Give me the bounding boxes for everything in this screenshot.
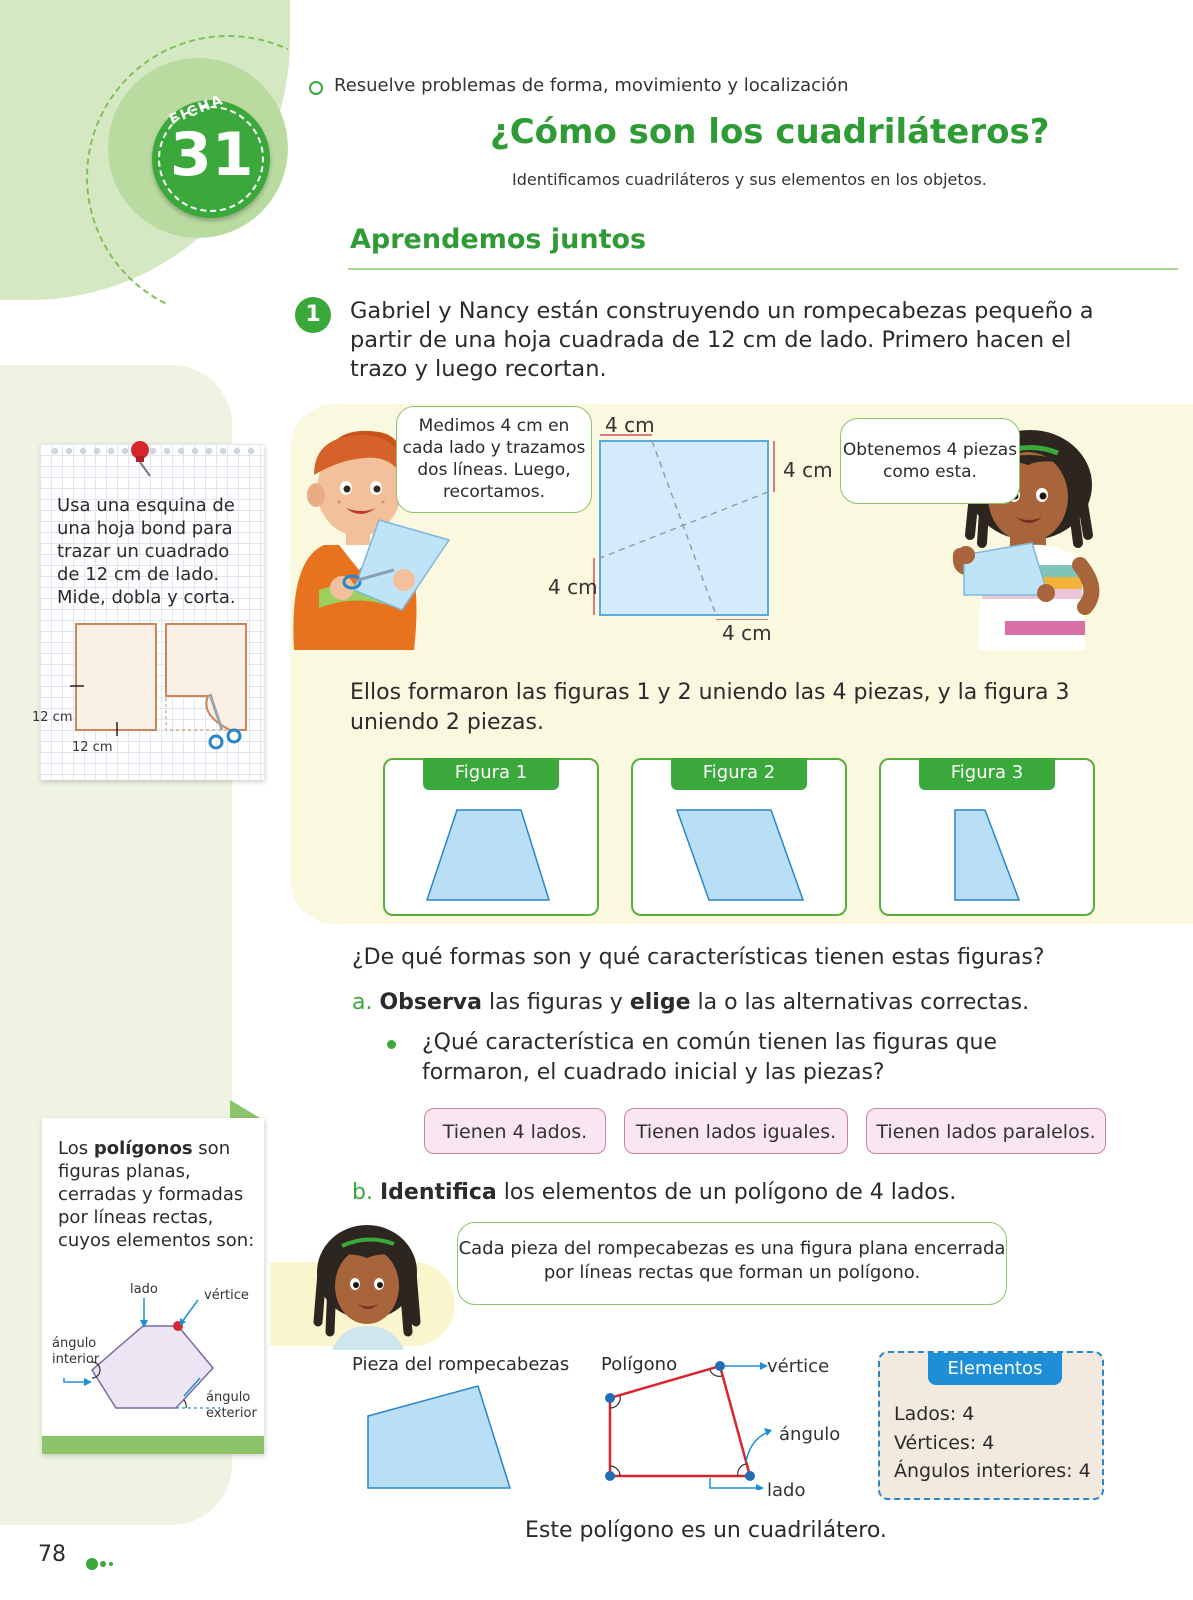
part-a-instruction	[352, 990, 1029, 1015]
part-a-text-2: la o las alternativas correctas.	[690, 990, 1030, 1015]
polygon-diagram	[600, 1350, 780, 1490]
elements-vertices-value: 4	[976, 1432, 995, 1454]
ficha-number: 31	[170, 120, 254, 190]
part-b-verb-identifica: Identifica	[379, 1180, 497, 1205]
speech-bubble-boy: Medimos 4 cm en cada lado y trazamos dos líneas. Luego, recortamos.	[396, 406, 592, 513]
elements-vertices-label: Vértices:	[894, 1432, 977, 1454]
square-label-bottom: 4 cm	[722, 621, 772, 645]
option-four-sides[interactable]: Tienen 4 lados.	[424, 1108, 606, 1154]
hexagon-label-interior-2: interior	[52, 1352, 100, 1367]
trapezoid-shape	[421, 804, 561, 904]
elements-row-vertices	[894, 1432, 994, 1454]
part-a-verb-elige: elige	[629, 990, 691, 1015]
note-label-side: 12 cm	[32, 710, 73, 725]
activity-intro: Gabriel y Nancy están construyendo un rompecabezas pequeño a partir de una hoja cuadrada de 12 cm de lado. Primero hacen el trazo y luego recortan.	[350, 298, 1094, 382]
ficha-label: FICHA	[167, 91, 227, 129]
figure-3-card	[879, 758, 1095, 916]
competency-text: Resuelve problemas de forma, movimiento y localización	[334, 75, 849, 96]
elements-box	[878, 1351, 1104, 1500]
section-divider	[348, 268, 1178, 270]
elements-angles-label: Ángulos interiores:	[894, 1460, 1073, 1482]
hexagon-label-interior-1: ángulo	[52, 1336, 97, 1351]
bullet-icon	[387, 1040, 396, 1049]
label-vertex: vértice	[767, 1356, 830, 1377]
label-side: lado	[767, 1480, 806, 1501]
note-bottom-strip	[42, 1436, 264, 1454]
page-dots-icon	[86, 1557, 116, 1571]
polygon-definition-keyword: polígonos	[93, 1138, 193, 1159]
part-b-text: los elementos de un polígono de 4 lados.	[496, 1180, 957, 1205]
hexagon-label-exterior-1: ángulo	[206, 1390, 251, 1405]
page-subtitle: Identificamos cuadriláteros y sus elementos en los objetos.	[512, 170, 987, 189]
part-b-letter: b.	[352, 1180, 373, 1205]
bullet-question-text: ¿Qué característica en común tienen las figuras que formaron, el cuadrado inicial y las piezas?	[422, 1030, 998, 1085]
option-equal-sides[interactable]: Tienen lados iguales.	[624, 1108, 848, 1154]
square-label-top: 4 cm	[605, 413, 655, 437]
hexagon-label-vertex: vértice	[204, 1288, 249, 1303]
square-label-right: 4 cm	[783, 458, 833, 482]
figure-1-card	[383, 758, 599, 916]
part-a-text-1: las figuras y	[482, 990, 630, 1015]
elements-angles-value: 4	[1072, 1460, 1091, 1482]
main-question: ¿De qué formas son y qué características tienen estas figuras?	[352, 945, 1045, 970]
part-b-instruction	[352, 1180, 956, 1205]
note-label-bottom: 12 cm	[72, 740, 113, 755]
elements-sides-label: Lados:	[894, 1403, 957, 1425]
section-title: Aprendemos juntos	[350, 224, 647, 255]
speech-bubble-girl: Obtenemos 4 piezas como esta.	[840, 418, 1020, 504]
label-angle: ángulo	[779, 1424, 841, 1445]
parallelogram-shape	[671, 804, 811, 904]
polygon-caption: Polígono	[601, 1354, 678, 1375]
elements-sides-value: 4	[956, 1403, 975, 1425]
bullet-question	[380, 1028, 1100, 1088]
figure-1-label: Figura 1	[423, 758, 559, 790]
polygon-definition-text	[58, 1137, 258, 1252]
activity-number-badge: 1	[295, 297, 331, 333]
polygon-definition-text-1: Los	[58, 1138, 94, 1159]
page-title: ¿Cómo son los cuadriláteros?	[490, 112, 1050, 152]
girl-portrait	[312, 1222, 422, 1350]
elements-row-sides	[894, 1403, 974, 1425]
option-parallel-sides[interactable]: Tienen lados paralelos.	[866, 1108, 1106, 1154]
folding-paper-diagram	[70, 620, 250, 760]
puzzle-piece-shape	[362, 1380, 512, 1492]
elements-row-angles	[894, 1460, 1091, 1482]
pushpin-icon	[124, 438, 158, 478]
polygon-definition-text-2: son figuras planas, cerradas y formadas por líneas rectas, cuyos elementos son:	[58, 1138, 255, 1251]
square-label-left: 4 cm	[548, 575, 598, 599]
figure-2-label: Figura 2	[671, 758, 807, 790]
figure-3-label: Figura 3	[919, 758, 1055, 790]
cut-square-diagram	[590, 430, 780, 620]
speech-bubble-polygon: Cada pieza del rompecabezas es una figura plana encerrada por líneas rectas que forman un polígono.	[457, 1222, 1007, 1305]
sidebar-note-text: Usa una esquina de una hoja bond para trazar un cuadrado de 12 cm de lado. Mide, dobla y corta.	[57, 495, 236, 608]
conclusion-text: Este polígono es un cuadrilátero.	[525, 1518, 887, 1543]
competency-bullet-icon	[309, 81, 323, 95]
hexagon-label-exterior-2: exterior	[206, 1406, 257, 1421]
figure-2-card	[631, 758, 847, 916]
elements-title: Elementos	[928, 1353, 1062, 1385]
part-a-letter: a.	[352, 990, 373, 1015]
right-trapezoid-shape	[949, 804, 1029, 904]
figures-description: Ellos formaron las figuras 1 y 2 uniendo las 4 piezas, y la figura 3 uniendo 2 piezas.	[350, 680, 1070, 735]
note-corner-fold	[230, 1100, 260, 1120]
part-a-verb-observa: Observa	[379, 990, 482, 1015]
page-number: 78	[38, 1542, 66, 1567]
piece-caption: Pieza del rompecabezas	[352, 1354, 570, 1375]
hexagon-label-side: lado	[130, 1282, 158, 1297]
